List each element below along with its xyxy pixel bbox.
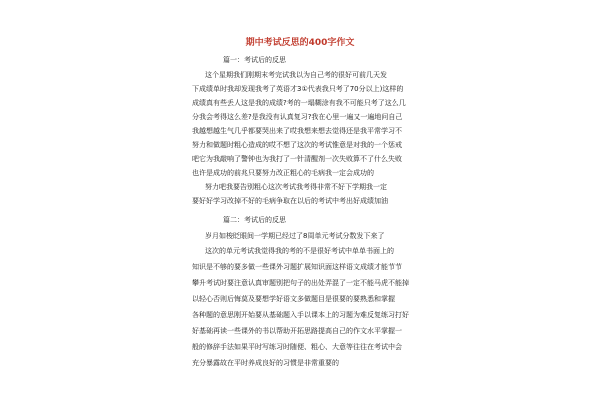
essay-2-line: 岁月如梭眨眼间一学期已经过了8周单元考试分数发下来了: [205, 232, 385, 240]
essay-1-line: 努力和做题时粗心造成的哎不想了这次的考试惟意是对我的一个惩戒: [192, 141, 402, 149]
essay-2-line: 这次的单元考试我觉得我的考的不是很好考试中单单书面上的: [205, 247, 394, 255]
essay-1-line: 努力吧我要告别粗心这次考试我考得非常不好下学期我一定: [205, 183, 387, 191]
essay-1-line: 这个星期我们刚期末考完试我以为自己考的很好可前几天发: [205, 71, 387, 79]
essay-2-line: 知识是不够的要多做一些课外习题扩展知识面这样语文成绩才能节节: [192, 263, 402, 271]
essay-1-line: 也许是成功的前兆只要努力改正粗心的毛病我一定会成功的: [192, 169, 374, 177]
essay-1-line: 吧它为我敲响了警钟也为我打了一针清醒剂一次失败算不了什么失败: [192, 155, 402, 163]
essay-2-line: 各种题的意思刚开始要从基础题入手以课本上的习题为难反复练习打好: [192, 311, 409, 319]
essay-2-heading: 篇二：考试后的反思: [223, 216, 286, 224]
essay-1-heading: 篇一：考试后的反思: [223, 56, 286, 64]
essay-1-line: 分我会考得这么差?是我没有认真复习?我在心里一遍又一遍地问自己: [192, 113, 403, 121]
essay-1-line: 要好好学习改掉不好的毛病争取在以后的考试中考出好成绩加油: [192, 197, 388, 205]
essay-1-line: 成绩真有些丢人这是我的成绩?考的一塌糊涂有我不可能只考了这么几: [192, 99, 406, 107]
essay-2-line: 以轻心否则后悔莫及要想学好语文多做题目是很要的要熟悉和掌握: [192, 295, 395, 303]
essay-2-line: 攀升考试时要注意认真审题别把句子的出处弄混了一定不能马虎不能掉: [192, 279, 409, 287]
document-title: 期中考试反思的400字作文: [245, 38, 355, 48]
essay-2-line: 好基础再读一些课外的书以帮助开拓思路提高自己的作文水平掌握一: [192, 327, 402, 335]
essay-2-line: 充分暴露故在平时养成良好的习惯是非常重要的: [192, 359, 339, 367]
essay-2-line: 般的修辞手法如果平时写练习时随便、粗心、大意等往往在考试中会: [192, 343, 402, 351]
essay-1-line: 我越想越生气几乎都要哭出来了哎我想来想去觉得还是我平常学习不: [192, 127, 402, 135]
essay-1-line: 下成绩单时我却发现我考了英语才3①代表我只考了70分以上)这样的: [192, 85, 404, 93]
